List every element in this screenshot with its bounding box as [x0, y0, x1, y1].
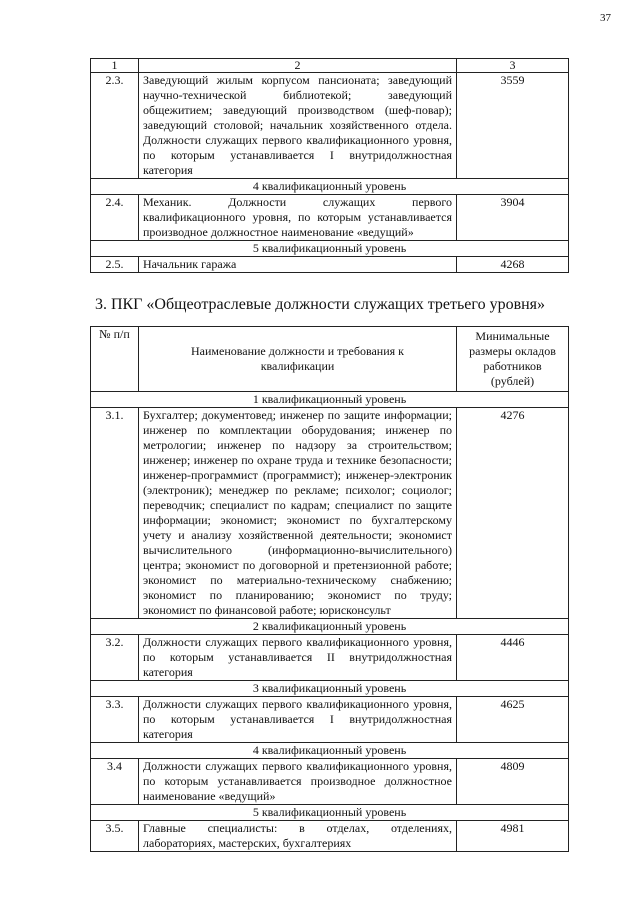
position-description: Заведующий жилым корпусом пансионата; заведующий научно-технической библиотекой; заведующий общежитием; заведующий производством (шеф-повар); заведующий столовой; начальник хозяйственного отдела. Должности служащих первого квалификационного уровня, по которым устанавливается I внутридолжностная категория — [139, 73, 457, 179]
salary-value: 4276 — [457, 408, 569, 619]
table-row — [91, 408, 569, 619]
column-number: 1 — [91, 59, 139, 73]
qualification-level: 1 квалификационный уровень — [91, 392, 569, 408]
position-description: Механик. Должности служащих первого квалификационного уровня, по которым устанавливается производное должностное наименование «ведущий» — [139, 195, 457, 241]
qualification-level: 4 квалификационный уровень — [91, 179, 569, 195]
table-row — [91, 73, 569, 179]
row-number: 3.4 — [91, 759, 139, 805]
level-row — [91, 392, 569, 408]
column-number: 2 — [139, 59, 457, 73]
table-row — [91, 821, 569, 852]
qualification-level: 4 квалификационный уровень — [91, 743, 569, 759]
qualification-level: 5 квалификационный уровень — [91, 805, 569, 821]
level-row — [91, 179, 569, 195]
level-row — [91, 805, 569, 821]
salary-value: 4981 — [457, 821, 569, 852]
level-row — [91, 743, 569, 759]
qualification-level: 2 квалификационный уровень — [91, 619, 569, 635]
header-number: № п/п — [91, 327, 139, 392]
column-number-row — [91, 59, 569, 73]
salary-value: 4809 — [457, 759, 569, 805]
table-row — [91, 759, 569, 805]
table-row — [91, 697, 569, 743]
level-row — [91, 241, 569, 257]
section-title: 3. ПКГ «Общеотраслевые должности служащих третьего уровня» — [94, 296, 546, 313]
table-row — [91, 195, 569, 241]
position-description: Главные специалисты: в отделах, отделениях, лабораториях, мастерских, бухгалтериях — [139, 821, 457, 852]
table-row — [91, 635, 569, 681]
salary-value: 4625 — [457, 697, 569, 743]
salary-value: 3559 — [457, 73, 569, 179]
page-number: 37 — [600, 12, 611, 24]
row-number: 2.5. — [91, 257, 139, 273]
row-number: 2.4. — [91, 195, 139, 241]
row-number: 3.5. — [91, 821, 139, 852]
position-description: Должности служащих первого квалификационного уровня, по которым устанавливается производное должностное наименование «ведущий» — [139, 759, 457, 805]
row-number: 2.3. — [91, 73, 139, 179]
salary-value: 4268 — [457, 257, 569, 273]
level-row — [91, 619, 569, 635]
row-number: 3.3. — [91, 697, 139, 743]
row-number: 3.1. — [91, 408, 139, 619]
header-salary: Минимальные размеры окладов работников (рублей) — [457, 327, 569, 392]
table-header-row — [91, 327, 569, 392]
salary-value: 4446 — [457, 635, 569, 681]
salary-value: 3904 — [457, 195, 569, 241]
qualification-level: 3 квалификационный уровень — [91, 681, 569, 697]
level-row — [91, 681, 569, 697]
qualification-level: 5 квалификационный уровень — [91, 241, 569, 257]
header-name: Наименование должности и требования к квалификации — [139, 327, 457, 392]
column-number: 3 — [457, 59, 569, 73]
table-row — [91, 257, 569, 273]
position-description: Бухгалтер; документовед; инженер по защите информации; инженер по комплектации оборудования; инженер по метрологии; инженер по надзору за строительством; инженер; инженер по охране труда и технике безопасности; инженер-программист (программист); инженер-электроник (электроник); менеджер по рекламе; психолог; социолог; переводчик; специалист по кадрам; специалист по защите информации; экономист; экономист по бухгалтерскому учету и анализу хозяйственной деятельности; экономист вычислительного (информационно-вычислительного) центра; экономист по договорной и претензионной работе; экономист по материально-техническому снабжению; экономист по планированию; экономист по труду; экономист по финансовой работе; юрисконсульт — [139, 408, 457, 619]
position-description: Должности служащих первого квалификационного уровня, по которым устанавливается II внутридолжностная категория — [139, 635, 457, 681]
salary-table-section-3 — [90, 326, 569, 852]
position-description: Должности служащих первого квалификационного уровня, по которым устанавливается I внутридолжностная категория — [139, 697, 457, 743]
position-description: Начальник гаража — [139, 257, 457, 273]
row-number: 3.2. — [91, 635, 139, 681]
salary-table-continued — [90, 58, 569, 273]
